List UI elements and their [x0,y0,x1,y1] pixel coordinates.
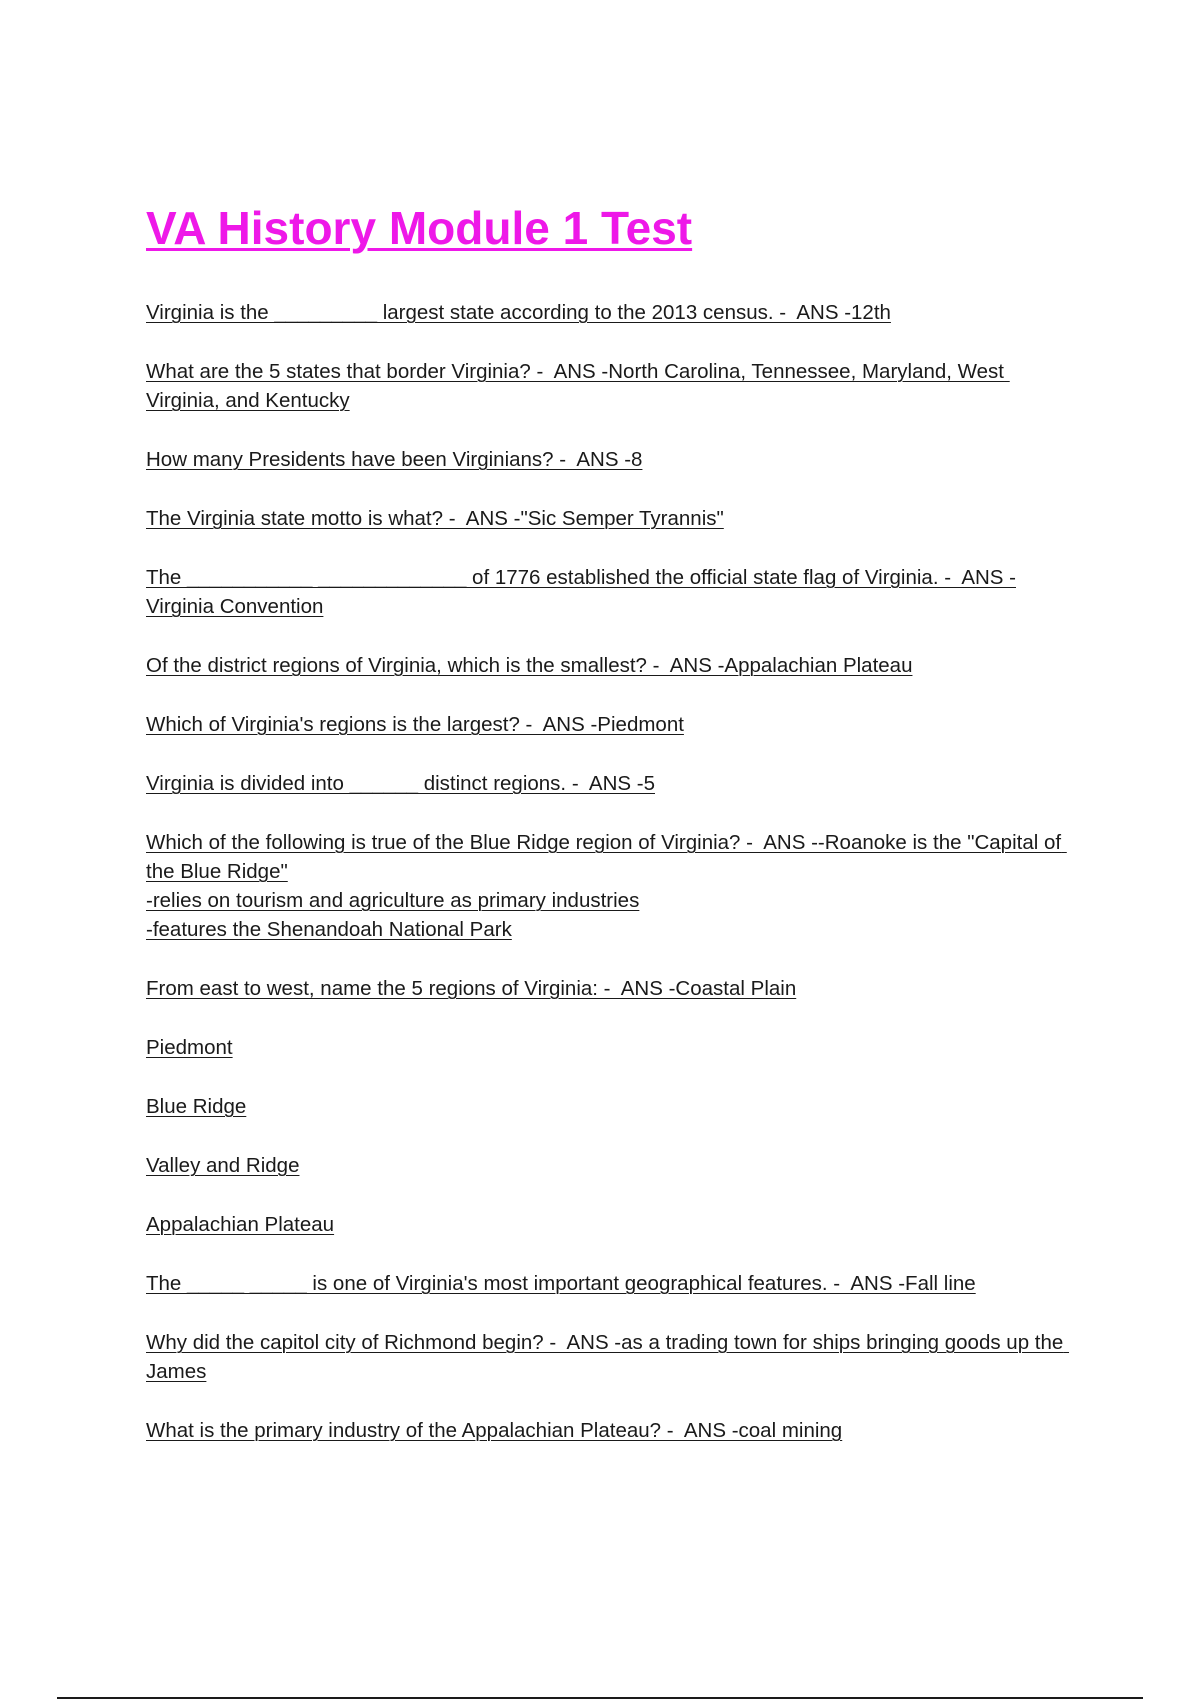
qa-item-6: Of the district regions of Virginia, which is the smallest? - ANS -Appalachian Plateau [146,654,913,677]
qa-item-8: Virginia is divided into ______ distinct regions. - ANS -5 [146,772,655,795]
qa-item-15: The _____ _____ is one of Virginia's most important geographical features. - ANS -Fall line [146,1272,976,1295]
qa-item-13: Valley and Ridge [146,1154,300,1177]
qa-item-7: Which of Virginia's regions is the largest? - ANS -Piedmont [146,713,684,736]
qa-item-9: Which of the following is true of the Blue Ridge region of Virginia? - ANS --Roanoke is the "Capital of the Blue Ridge" -relies on tourism and agriculture as primary industries -features the Shenandoah National Park [146,831,1062,941]
qa-item-5: The ___________ _____________ of 1776 established the official state flag of Virginia. - ANS -Virginia Convention [146,566,1016,618]
footer-divider [57,1697,1143,1699]
document-title: VA History Module 1 Test [146,202,693,254]
qa-item-1: Virginia is the _________ largest state according to the 2013 census. - ANS -12th [146,301,891,324]
qa-item-12: Blue Ridge [146,1095,247,1118]
qa-item-3: How many Presidents have been Virginians? - ANS -8 [146,448,643,471]
qa-item-4: The Virginia state motto is what? - ANS -"Sic Semper Tyrannis" [146,507,724,530]
qa-item-17: What is the primary industry of the Appalachian Plateau? - ANS -coal mining [146,1419,843,1442]
qa-item-10: From east to west, name the 5 regions of Virginia: - ANS -Coastal Plain [146,977,797,1000]
question-list [146,298,1080,1475]
qa-item-2: What are the 5 states that border Virginia? - ANS -North Carolina, Tennessee, Maryland, West Virginia, and Kentucky [146,360,1010,412]
qa-item-14: Appalachian Plateau [146,1213,335,1236]
qa-item-16: Why did the capitol city of Richmond begin? - ANS -as a trading town for ships bringing goods up the James [146,1331,1070,1383]
qa-item-11: Piedmont [146,1036,233,1059]
